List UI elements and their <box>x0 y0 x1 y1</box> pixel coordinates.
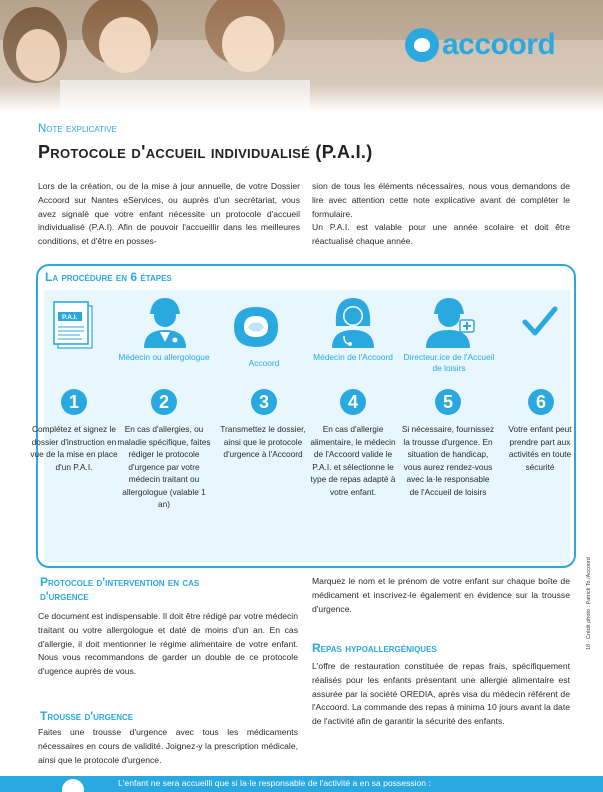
photo-credit: 18 - Crédit photo : Patrick To /Accoord <box>586 557 592 650</box>
step-1-number: 1 <box>61 389 87 415</box>
doctor-icon <box>142 296 188 353</box>
step-3-number: 3 <box>251 389 277 415</box>
trousse-heading: Trousse d'urgence <box>40 709 134 723</box>
step-1-text: Complétez et signez le dossier d'instruction en vue de la mise en place d'un P.A.I. <box>30 424 118 472</box>
procedure-title: La procédure en 6 étapes <box>45 270 172 284</box>
step-4-number: 4 <box>340 389 366 415</box>
intro-left-text: Lors de la création, ou de la mise à jour annuelle, de votre Dossier Accoord sur Nantes eServices, ou auprès d'un secrétariat, vous avez signalé que votre enfant nécessite un protocole d'accueil individualisé (P.A.I). Afin de pouvoir l'accueillir dans les meilleures conditions, et d'être en posses- <box>38 181 300 247</box>
step-6-text: Votre enfant peut prendre part aux activités en toute sécurité <box>508 424 572 472</box>
page-title: Protocole d'accueil individualisé (P.A.I.) <box>38 142 373 162</box>
intervention-heading: Protocole d'intervention en cas d'urgence <box>40 575 200 603</box>
marquez-text: Marquez le nom et le prénom de votre enfant sur chaque boîte de médicament et inscrivez-le également en évidence sur la trousse d'urgence. <box>312 576 570 614</box>
step-3-role: Accoord <box>248 358 280 368</box>
repas-text: L'offre de restauration constituée de repas frais, spécifiquement réalisés pour les enfants présentant une allergie alimentaire est assurée par la société OREDIA, après visa du médecin référent de l'Accoord. La commande des repas à minima 10 jours avant la date de l'activité afin de garantir la sécurité des enfants. <box>312 661 570 727</box>
step-5-role: Directeur.ice de l'Accueil de loisirs <box>403 352 495 373</box>
footer-bar-text: L'enfant ne sera accueilli que si la·le responsable de l'activité a en sa possession : <box>118 778 431 788</box>
step-4-text: En cas d'allergie alimentaire, le médecin de l'Accoord valide le P.A.I. et sélectionne le type de repas adapté à votre enfant. <box>310 424 396 497</box>
accoord-logo <box>405 28 555 62</box>
step-2-number: 2 <box>151 389 177 415</box>
step-4-role: Médecin de l'Accoord <box>313 352 393 362</box>
intro-right <box>312 180 570 249</box>
step-6-number: 6 <box>528 389 554 415</box>
pai-document-icon <box>50 300 102 357</box>
step-2-role: Médecin ou allergologue <box>118 352 210 362</box>
accoord-icon <box>232 305 280 354</box>
step-5-text: Si nécessaire, fournissez la trousse d'urgence. En situation de handicap, vous aurez rendez-vous avec la·le responsable de l'Accueil de loisirs <box>401 424 495 497</box>
step-2-text: En cas d'allergies, ou maladie spécifique, faites rédiger le protocole d'urgence par votre médecin traitant ou allergologue (valable 1 an) <box>117 424 211 509</box>
step-5-number: 5 <box>435 389 461 415</box>
intro-right-text-2: Un P.A.I. est valable pour une année scolaire et doit être réactualisé chaque année. <box>312 222 570 247</box>
pai-doc-label: P.A.I. <box>62 314 78 321</box>
director-icon <box>424 296 476 353</box>
repas-heading: Repas hypoallergéniques <box>312 641 437 655</box>
doc-kicker: Note explicative <box>38 123 117 135</box>
intro-right-text-1: sion de tous les éléments nécessaires, nous vous demandons de lire avec attention cette note explicative avant de compléter le formulaire. <box>312 181 570 219</box>
step-3-text: Transmettez le dossier, ainsi que le protocole d'urgence à l'Accoord <box>220 424 306 459</box>
checkmark-icon <box>522 306 558 341</box>
intro-left <box>38 180 300 249</box>
accoord-logo-icon <box>405 28 439 62</box>
brand-name: accoord <box>442 28 556 61</box>
intervention-text: Ce document est indispensable. Il doit être rédigé par votre médecin traitant ou votre allergologue et daté de moins d'un an. En cas d'allergie, il doit mentionner le régime alimentaire de votre enfant. Nous vous recommandons de garder un double de ce protocole d'ugence auprès de vous. <box>38 611 298 677</box>
trousse-text: Faites une trousse d'urgence avec tous les médicaments nécessaires en cours de validité. Joignez-y la prescription médicale, ainsi que le protocole d'urgence. <box>38 727 298 765</box>
female-doctor-icon <box>330 296 376 353</box>
